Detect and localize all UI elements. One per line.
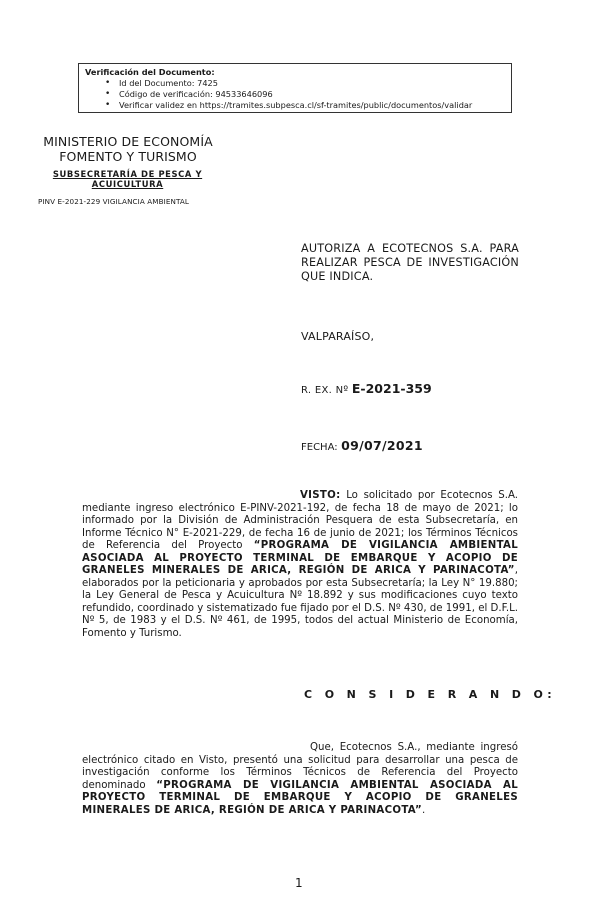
resolution-date bbox=[301, 438, 423, 453]
resolution-date-label: FECHA: bbox=[301, 442, 338, 453]
visto-paragraph bbox=[82, 490, 518, 640]
considerando-project-name: “PROGRAMA DE VIGILANCIA AMBIENTAL ASOCIADA AL PROYECTO TERMINAL DE EMBARQUE Y ACOPIO DE GRANELES MINERALES DE ARICA, REGIÓN DE ARICA Y PARINACOTA” bbox=[82, 779, 519, 816]
considerando-text-1: Que, Ecotecnos S.A., mediante ingresó electrónico citado en Visto, presentó una solicitud para desarrollar una pesca de investigación conforme los Términos Técnicos de Referencia del Proyecto denominado bbox=[82, 742, 518, 791]
reference-code: PINV E-2021-229 VIGILANCIA AMBIENTAL bbox=[38, 197, 190, 206]
visto-text-1: Lo solicitado por Ecotecnos S.A. mediante ingreso electrónico E-PINV-2021-192, de fecha 18 de mayo de 2021; lo informado por la División de Administración Pesquera de esta Subsecretaría, en Informe Técnico N° E-2021-229, de fecha 16 de junio de 2021; los Términos Técnicos de Referencia del Proyecto bbox=[82, 490, 518, 551]
verification-title: Verificación del Documento: bbox=[85, 67, 215, 77]
resolution-number-value: E-2021-359 bbox=[351, 381, 432, 396]
ministry-line-1: MINISTERIO DE ECONOMÍA bbox=[43, 134, 213, 149]
visto-project-name: “PROGRAMA DE VIGILANCIA AMBIENTAL ASOCIADA AL PROYECTO TERMINAL DE EMBARQUE Y ACOPIO DE GRANELES MINERALES DE ARICA, REGIÓN DE ARICA Y PARINACOTA” bbox=[82, 540, 518, 576]
considerando-heading: C O N S I D E R A N D O: bbox=[304, 688, 557, 701]
verification-list bbox=[85, 78, 511, 111]
resolution-number-label: R. EX. Nº bbox=[301, 385, 349, 396]
visto-text-2: , elaborados por la peticionaria y aprobados por esta Subsecretaría; la Ley N° 19.880; la Ley General de Pesca y Acuicultura Nº 18.892 y sus modificaciones cuyo texto refundido, coordinado y sistematizado fue fijado por el D.S. Nº 430, de 1991, el D.F.L. Nº 5, de 1983 y el D.S. Nº 461, de 1995, todos del actual Ministerio de Economía, Fomento y Turismo. bbox=[82, 565, 518, 639]
verification-code: • Código de verificación: 94533646096 bbox=[85, 89, 511, 100]
resolution-number bbox=[301, 381, 432, 396]
visto-label: VISTO: bbox=[300, 490, 341, 501]
ministry-header bbox=[38, 134, 218, 164]
verification-url[interactable]: • Verificar validez en https://tramites.subpesca.cl/sf-tramites/public/documentos/validar bbox=[85, 100, 511, 111]
verification-box bbox=[78, 63, 512, 113]
considerando-paragraph bbox=[82, 742, 518, 817]
verification-id: • Id del Documento: 7425 bbox=[85, 78, 511, 89]
ministry-line-2: FOMENTO Y TURISMO bbox=[59, 149, 197, 164]
place: VALPARAÍSO, bbox=[301, 330, 375, 343]
page-number: 1 bbox=[295, 876, 303, 890]
considerando-text-2: . bbox=[422, 804, 426, 816]
resolution-date-value: 09/07/2021 bbox=[341, 438, 423, 453]
resolution-subject: AUTORIZA A ECOTECNOS S.A. PARA REALIZAR PESCA DE INVESTIGACIÓN QUE INDICA. bbox=[301, 242, 519, 283]
subsecretaria-header: SUBSECRETARÍA DE PESCA Y ACUICULTURA bbox=[52, 169, 203, 189]
